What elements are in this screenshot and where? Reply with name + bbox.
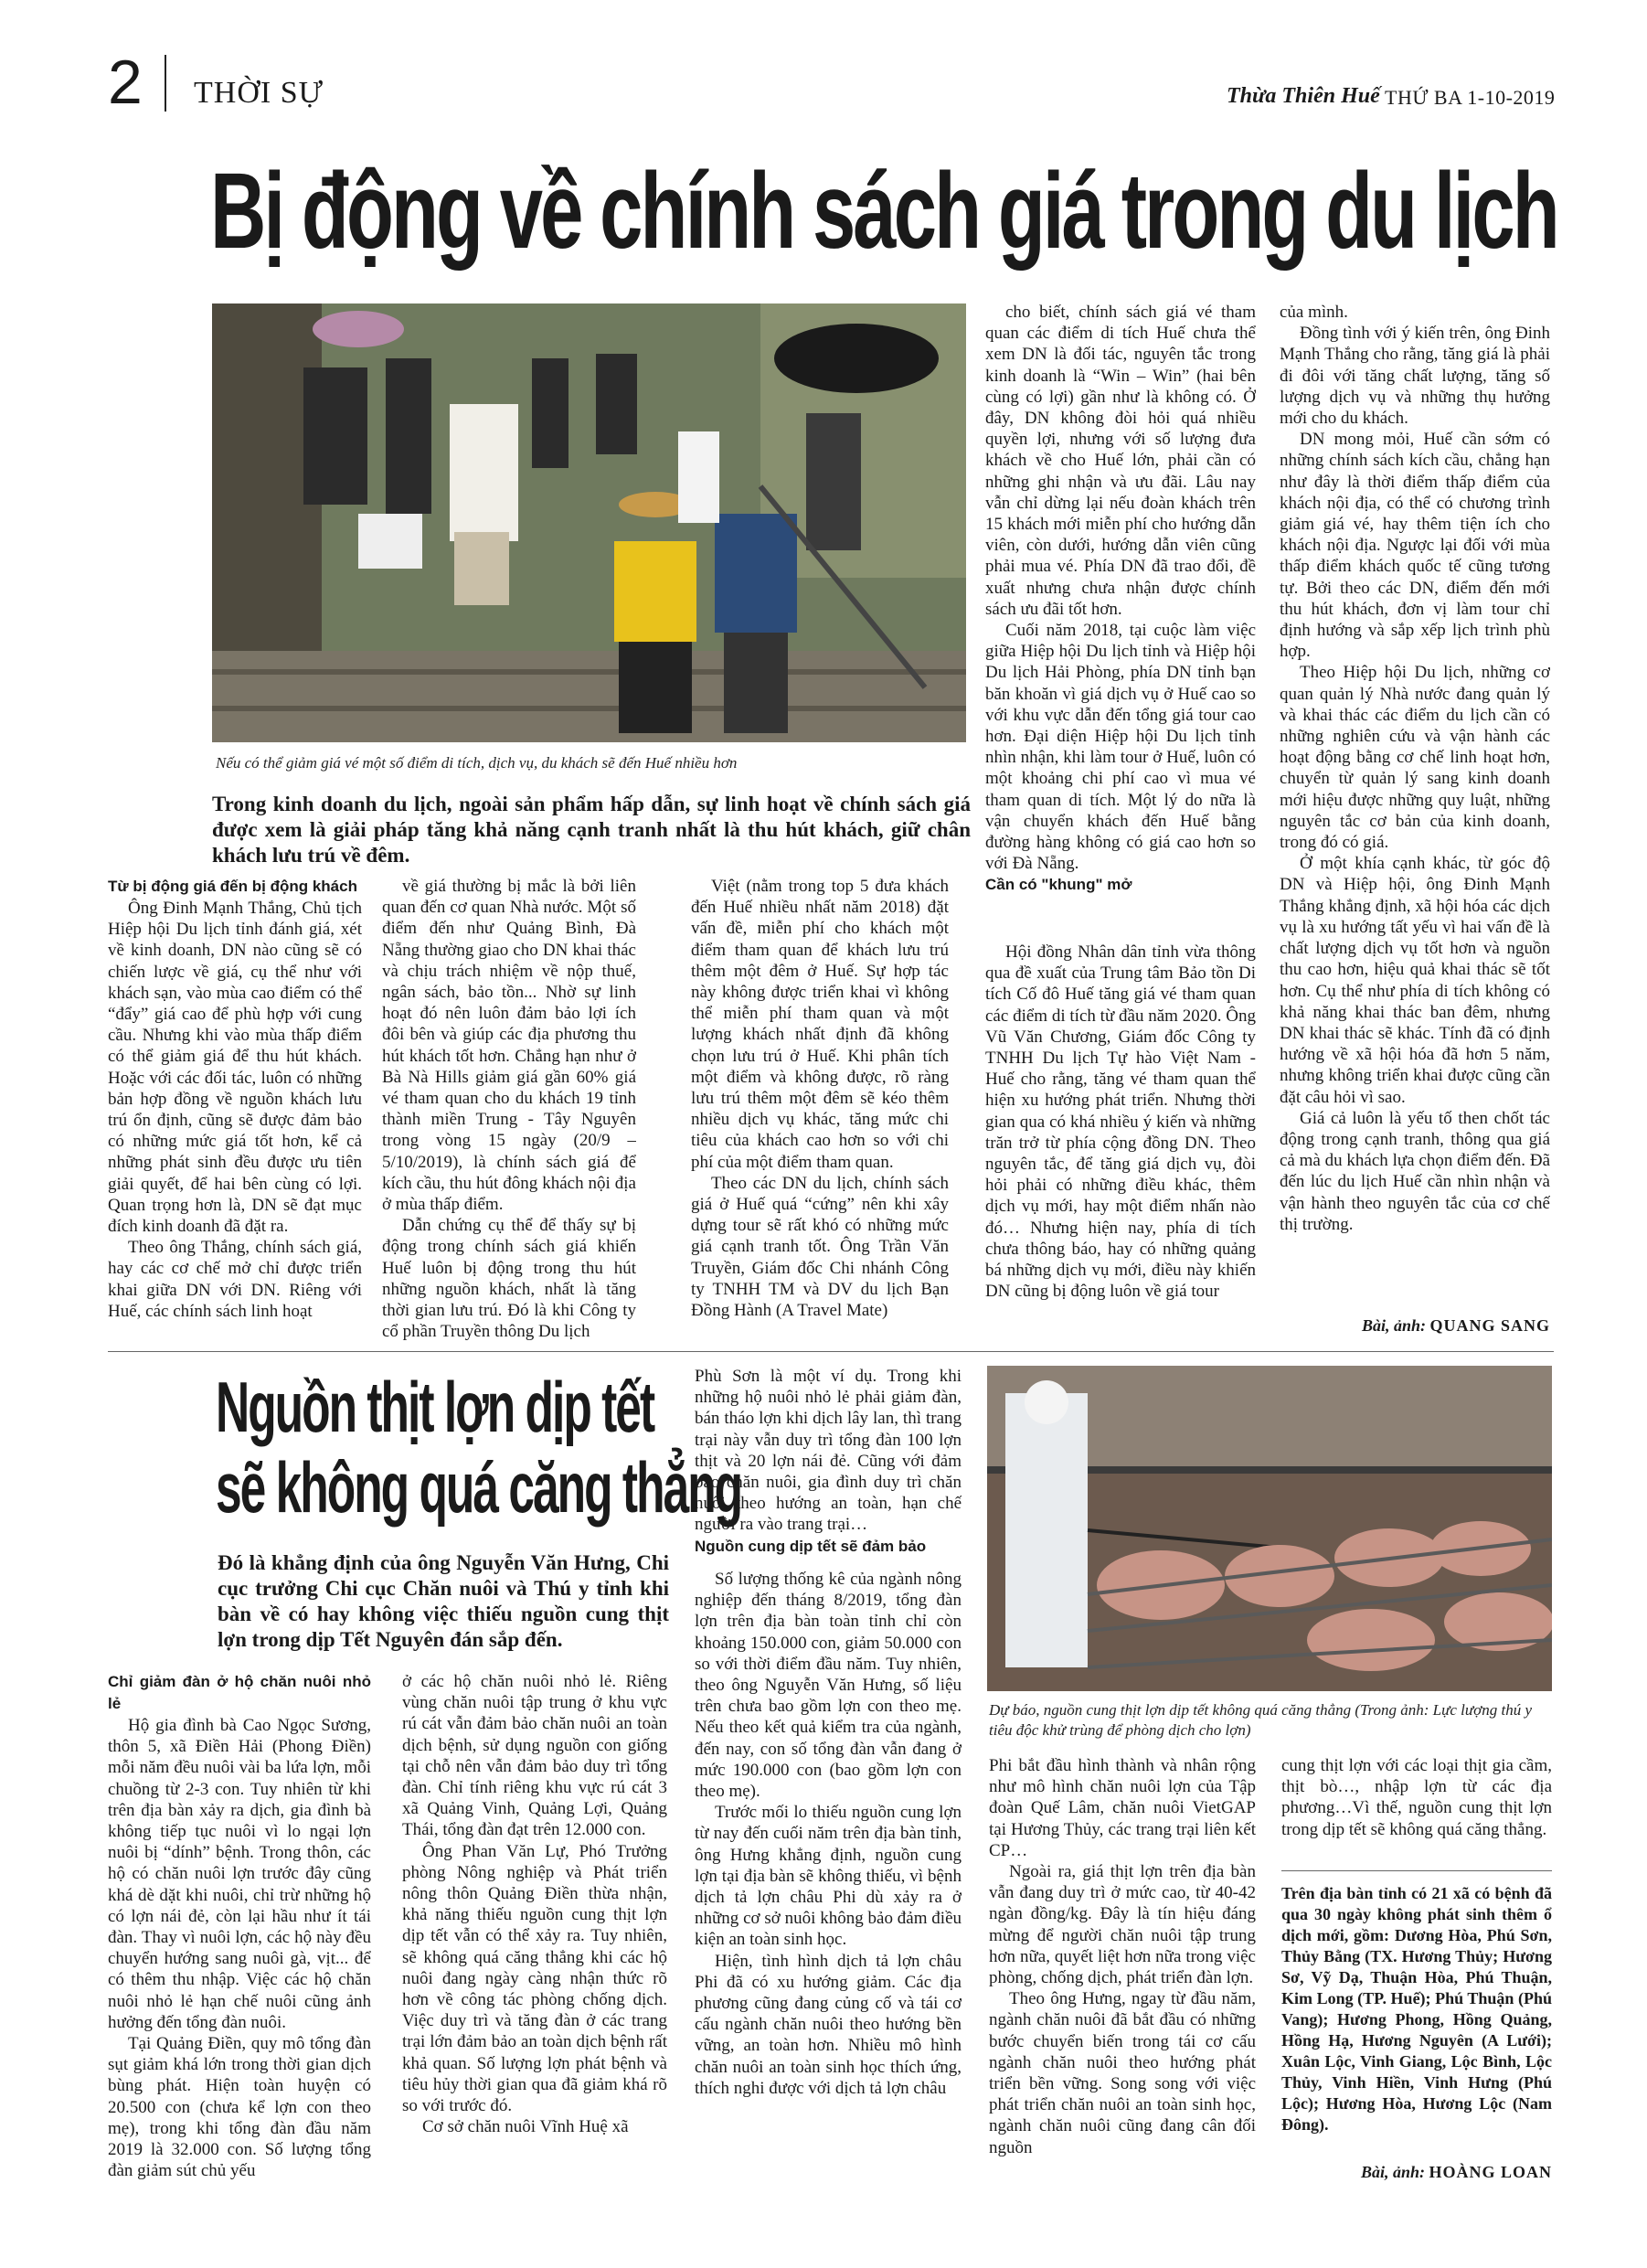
article2-col4-paragraph: Phi bắt đầu hình thành và nhân rộng như mô hình chăn nuôi lợn của Tập đoàn Quế Lâm, chăn nuôi VietGAP tại Hương Thủy, các trang trại liên kết CP… (989, 1756, 1256, 1860)
article2-column-1 (108, 1671, 371, 2192)
article1-column-4 (985, 302, 1256, 918)
article1-byline-prefix: Bài, ảnh: (1361, 1316, 1426, 1335)
article2-byline (1281, 2163, 1552, 2182)
article2-col3-paragraph: Trước mối lo thiếu nguồn cung lợn từ nay đến cuối năm trên địa bàn tỉnh, ông Hưng khẳng định, nguồn cung lợn tại địa bàn sẽ không thiếu, vì bệnh dịch tả lợn châu Phi dù xảy ra ở những cơ sở nuôi không bảo đảm điều kiện an toàn sinh học. (695, 1803, 962, 1950)
article2-subhead-1: Chỉ giảm đàn ở hộ chăn nuôi nhỏ lẻ (108, 1673, 371, 1712)
article2-column-3 (695, 1366, 962, 1563)
article2-col2-paragraph: Cơ sở chăn nuôi Vĩnh Huệ xã (422, 2117, 629, 2137)
article1-col4-paragraph: Cuối năm 2018, tại cuộc làm việc giữa Hiệp hội Du lịch tỉnh và Hiệp hội Du lịch Hải Phòng, phía DN tỉnh bạn băn khoăn vì giá dịch vụ ở Huế cao so với khu vực dẫn đến tổng giá tour cao hơn. Đại diện Hiệp hội Du lịch tỉnh nhìn nhận, khi làm tour ở Huế, luôn có một khoảng chi phí cao vì mua vé tham quan di tích. Một lý do nữa là vận chuyển khách đến Huế bằng đường hàng không có giá cao hơn so với Đà Nẵng. (985, 621, 1256, 874)
page-number: 2 (108, 48, 143, 117)
article1-column-2 (382, 876, 636, 1340)
article2-photo-caption: Dự báo, nguồn cung thịt lợn dịp tết không quá căng thẳng (Trong ảnh: Lực lượng thú y tiêu độc khử trùng để phòng dịch cho lợn) (989, 1701, 1533, 1739)
article1-col5-paragraph: DN mong mỏi, Huế cần sớm có những chính sách kích cầu, chẳng hạn như đây là thời điểm thấp điểm của khách nội địa, có thể có chương trình giảm giá vé, hay thêm tiện ích cho khách nội địa. Ngược lại đối với mùa thấp điểm khách quốc tế cũng tương tự. Bởi theo các DN, điểm đến mới thu hút khách, đơn vị làm tour chỉ định hướng và sắp xếp lịch trình phù hợp. (1280, 430, 1550, 662)
article1-col4-paragraph: cho biết, chính sách giá vé tham quan các điểm di tích Huế chưa thể xem DN là đối tác, nguyên tắc trong kinh doanh là “Win – Win” (hai bên cùng có lợi) gần như là không có. Ở đây, DN không đòi hỏi quá nhiều quyền lợi, nhưng với số lượng đưa khách về cho Huế lớn, phải cần có những ghi nhận và ưu đãi. Lâu nay vẫn chỉ dừng lại nếu đoàn khách trên 15 khách mới miễn phí cho hướng dẫn viên, còn dưới, hướng dẫn viên cũng phải mua vé. Phía DN đã trao đổi, đề xuất nhưng chưa nhận được chính sách ưu đãi tốt hơn. (985, 303, 1256, 619)
article1-col3-paragraph: Việt (nằm trong top 5 đưa khách đến Huế nhiều nhất năm 2018) đặt vấn đề, miễn phí cho khách một điểm tham quan để khách lưu trú thêm một đêm ở Huế. Sự hợp tác này không được triển khai vì không thể miễn phí tham quan và một lượng khách nhất định đã không chọn lưu trú ở Huế. Khi phân tích một điểm và không được, rõ ràng lưu trú thêm một đêm sẽ kéo thêm nhiều dịch vụ khác, tăng mức chi tiêu của khách cao hơn so với chi phí của một điểm tham quan. (691, 877, 949, 1172)
article2-col4-paragraph: Ngoài ra, giá thịt lợn trên địa bàn vẫn đang duy trì ở mức cao, từ 40-42 ngàn đồng/kg. Đây là tín hiệu đáng mừng để người chăn nuôi tập trung hơn nữa, quyết liệt hơn nữa trong việc phòng, chống dịch, phát triển đàn lợn. (989, 1862, 1256, 1988)
article2-col2-paragraph: ở các hộ chăn nuôi nhỏ lẻ. Riêng vùng chăn nuôi tập trung ở khu vực rú cát vẫn đảm bảo chăn nuôi an toàn dịch bệnh, sử dụng nguồn con giống tại chỗ nên vẫn đảm bảo duy trì tổng đàn. Chỉ tính riêng khu vực rú cát 3 xã Quảng Vinh, Quảng Lợi, Quảng Thái, tổng đàn đạt trên 12.000 con. (402, 1672, 667, 1840)
paper-name: Thừa Thiên Huế (1227, 84, 1380, 108)
article1-col5-paragraph: của mình. (1280, 303, 1348, 322)
tourists-photo-illustration (212, 303, 966, 742)
article1-col1-paragraph: Ông Đinh Mạnh Thắng, Chủ tịch Hiệp hội Du lịch tỉnh đánh giá, xét về kinh doanh, DN nào cũng sẽ có chiến lược về giá, cụ thể như với khách sạn, vào mùa cao điểm có thể “đẩy” giá cao để phù hợp với cung cầu. Nhưng khi vào mùa thấp điểm có thể giảm giá để thu hút khách. Hoặc với các đối tác, luôn có những bản hợp đồng về nguồn khách lưu trú ổn định, cũng sẽ được đảm bảo có những mức giá tốt hơn, kể cả những phát sinh đều được ưu tiên giải quyết, để hai bên cùng có lợi. Quan trọng hơn là, DN sẽ đạt mục đích kinh doanh đã đặt ra. (108, 899, 362, 1237)
section-title: THỜI SỰ (194, 76, 324, 110)
article1-column-1 (108, 876, 362, 1340)
article1-col2-paragraph: về giá thường bị mắc là bởi liên quan đến cơ quan Nhà nước. Một số điểm đến như Quảng Bình, Đà Nẵng thường giao cho DN khai thác và chịu trách nhiệm về nộp thuế, ngân sách, bảo tồn... Nhờ sự linh hoạt đó nên luôn đảm bảo lợi ích đôi bên và giúp các địa phương thu hút khách tốt hơn. Chẳng hạn như ở Bà Nà Hills giảm giá gần 60% giá vé tham quan cho du khách 19 tỉnh thành miền Trung - Tây Nguyên trong vòng 15 ngày (20/9 – 5/10/2019), là chính sách giá để kích cầu, thu hút đông khách nội địa ở mùa thấp điểm. (382, 877, 636, 1215)
article1-byline (1280, 1316, 1550, 1336)
article2-column-5 (1281, 1755, 1552, 1865)
article1-col5-paragraph: Ở một khía cạnh khác, từ góc độ DN và Hiệp hội, ông Đinh Mạnh Thắng khẳng định, xã hội hóa các dịch vụ là xu hướng tất yếu vì hai vấn đề là chất lượng dịch vụ tốt hơn và nguồn thu cao hơn, hiệu quả khai thác sẽ tốt hơn. Cụ thể như phía di tích không có khả năng khai thác ban đêm, nhưng DN khai thác sẽ khác. Tính đã có định hướng về xã hội hóa đã hơn 5 năm, nhưng không triển khai được cũng cần đặt câu hỏi vì sao. (1280, 854, 1550, 1107)
article-separator (108, 1351, 1554, 1352)
article2-column-3-cont (695, 1569, 962, 2192)
article1-col5-paragraph: Đồng tình với ý kiến trên, ông Đinh Mạnh Thắng cho rằng, tăng giá là phải đi đôi với tăng chất lượng, tăng số lượng dịch vụ và những thụ hưởng mới cho du khách. (1280, 324, 1550, 429)
article2-col5-paragraph: cung thịt lợn với các loại thịt gia cầm, thịt bò…, nhập lợn từ các địa phương…Vì thế, nguồn cung thịt lợn trong dịp tết sẽ không quá căng thẳng. (1281, 1756, 1552, 1839)
article2-subhead-2: Nguồn cung dịp tết sẽ đảm bảo (695, 1537, 927, 1555)
article1-column-5 (1280, 302, 1550, 1316)
article2-column-2 (402, 1671, 667, 2192)
article2-col2-paragraph: Ông Phan Văn Lự, Phó Trưởng phòng Nông nghiệp và Phát triển nông thôn Quảng Điền thừa nhận, khả năng thiếu nguồn cung thịt lợn dịp tết vẫn có thể xảy ra. Tuy nhiên, sẽ không quá căng thẳng khi các hộ nuôi đang ngày càng nhận thức rõ hơn về công tác phòng chống dịch. Việc duy trì và tăng đàn ở các trang trại lớn đảm bảo an toàn dịch bệnh rất khả quan. Số lượng lợn phát bệnh và tiêu hủy thời gian qua đã giảm khá rõ so với trước đó. (402, 1841, 667, 2116)
article2-col3-paragraph: Phù Sơn là một ví dụ. Trong khi những hộ nuôi nhỏ lẻ phải giảm đàn, bán tháo lợn khi dịch lây lan, thì trang trại này vẫn duy trì tổng đàn 100 lợn thịt và 20 lợn nái đẻ. Cũng với đảm bảo chăn nuôi, gia đình duy trì chăn nuôi theo hướng an toàn, hạn chế người ra vào trang trại… (695, 1367, 962, 1535)
pig-farm-photo-illustration (987, 1366, 1552, 1691)
article1-subhead-1: Từ bị động giá đến bị động khách (108, 878, 357, 895)
article2-column-4 (989, 1755, 1256, 2192)
article1-column-4-cont (985, 942, 1256, 1344)
outbreak-box-note: Trên địa bàn tỉnh có 21 xã có bệnh đã qua 30 ngày không phát sinh thêm ổ dịch mới, gồm: Dương Hòa, Phú Sơn, Thủy Bằng (TX. Hương Thủy; Hương Sơ, Vỹ Dạ, Thuận Hòa, Phú Thuận, Kim Long (TP. Huế); Phú Thuận (Phú Vang); Hương Phong, Hồng Quảng, Hồng Hạ, Hương Nguyên (A Lưới); Xuân Lộc, Vinh Giang, Lộc Bình, Lộc Thủy, Vinh Hiền, Vinh Hưng (Phú Lộc); Hương Hòa, Hương Lộc (Nam Đông). (1281, 1884, 1552, 2134)
article2-photo (987, 1366, 1552, 1691)
article2-col1-paragraph: Tại Quảng Điền, quy mô tổng đàn sụt giảm khá lớn trong thời gian dịch bùng phát. Hiện toàn huyện có 20.500 con (chưa kể lợn con theo mẹ), trong khi tổng đàn đầu năm 2019 là 32.000 con. Số lượng tổng đàn giảm sút chủ yếu (108, 2034, 371, 2181)
article2-byline-author: HOÀNG LOAN (1429, 2163, 1552, 2181)
box-note-rule (1281, 1870, 1552, 1871)
article1-col1-paragraph: Theo ông Thắng, chính sách giá, hay các cơ chế mở chỉ được triển khai giữa DN với DN. Riêng với Huế, các chính sách linh hoạt (108, 1238, 362, 1321)
article1-photo-caption: Nếu có thể giảm giá vé một số điểm di tích, dịch vụ, du khách sẽ đến Huế nhiều hơn (216, 754, 738, 772)
article1-col3-paragraph: Theo các DN du lịch, chính sách giá ở Huế quá “cứng” nên khi xây dựng tour sẽ rất khó có những mức giá cạnh tranh tốt. Ông Trần Văn Truyền, Giám đốc Chi nhánh Công ty TNHH TM và DV du lịch Bạn Đồng Hành (A Travel Mate) (691, 1173, 949, 1321)
article2-col1-paragraph: Hộ gia đình bà Cao Ngọc Sương, thôn 5, xã Điền Hải (Phong Điền) mỗi năm đều nuôi vài ba lứa lợn, mỗi chuồng từ 2-3 con. Tuy nhiên từ khi trên địa bàn xảy ra dịch, gia đình bà không tiếp tục nuôi vì lo ngại lợn nuôi bị “dính” bệnh. Trong thôn, các hộ có chăn nuôi lợn trước đây cũng khá dè dặt khi nuôi, chỉ trừ những hộ có lợn nái đẻ, còn lại hầu như ít tái đàn. Thay vì nuôi lợn, các hộ này đều chuyển hướng sang nuôi gà, vịt... để có thêm thu nhập. Việc các hộ chăn nuôi nhỏ lẻ hạn chế nuôi cũng ảnh hưởng đến tổng đàn nuôi. (108, 1716, 371, 2032)
article1-col4-paragraph: Hội đồng Nhân dân tỉnh vừa thông qua đề xuất của Trung tâm Bảo tồn Di tích Cố đô Huế tăng giá vé tham quan các điểm di tích từ đầu năm 2020. Ông Vũ Văn Chương, Giám đốc Công ty TNHH Du lịch Tự hào Việt Nam - Huế cho rằng, tăng vé tham quan thể hiện xu hướng phát triển. Nhưng thời gian qua có khá nhiều ý kiến và những trăn trở từ phía cộng đồng DN. Theo nguyên tắc, để tăng giá dịch vụ, đòi hỏi phải có những điều khác, thêm dịch vụ mới, hay một điểm nhấn nào đó… Nhưng hiện nay, phía di tích chưa thông báo, hay có những quảng bá những dịch vụ mới, điều này khiến DN cũng bị động luôn về giá tour (985, 942, 1256, 1302)
article2-col3-paragraph: Hiện, tình hình dịch tả lợn châu Phi đã có xu hướng giảm. Các địa phương cũng đang củng cố và tái cơ cấu ngành chăn nuôi theo hướng bền vững, an toàn hơn. Nhiều mô hình chăn nuôi an toàn sinh học thích ứng, thích nghi được với dịch tả lợn châu (695, 1951, 962, 2098)
header-divider (165, 55, 166, 112)
issue-date: THỨ BA 1-10-2019 (1385, 86, 1556, 109)
article1-headline: Bị động về chính sách giá trong du lịch (210, 151, 1557, 272)
article2-headline-line-1: Nguồn thịt lợn dịp tết (216, 1367, 654, 1447)
article1-col2-paragraph: Dẫn chứng cụ thể để thấy sự bị động trong chính sách giá khiến Huế luôn bị động trong thu hút những nguồn khách, nhất là tăng thời gian lưu trú. Đó là khi Công ty cổ phần Truyền thông Du lịch (382, 1216, 636, 1340)
article1-photo (212, 303, 966, 742)
article1-col5-paragraph: Theo Hiệp hội Du lịch, những cơ quan quản lý Nhà nước đang quản lý và khai thác các điểm du lịch cần có những nghiên cứu và vận hành các hoạt động bằng cơ chế linh hoạt hơn, chuyển từ quản lý sang kinh doanh mới hiệu được những quy luật, những nguyên tắc cơ bản của kinh doanh, trong đó có giá. (1280, 663, 1550, 853)
article1-col5-paragraph: Giá cả luôn là yếu tố then chốt tác động trong cạnh tranh, thông qua giá cả mà du khách lựa chọn điểm đến. Đã đến lúc du lịch Huế cần nhìn nhận và vận hành theo nguyên tắc của cơ chế thị trường. (1280, 1108, 1550, 1234)
article2-col4-paragraph: Theo ông Hưng, ngay từ đầu năm, ngành chăn nuôi đã bắt đầu có những bước chuyển biến trong tái cơ cấu ngành chăn nuôi theo hướng phát triển bền vững. Song song với việc phát triển chăn nuôi an toàn sinh học, ngành chăn nuôi cũng đang cân đối nguồn (989, 1989, 1256, 2157)
article2-col3-paragraph: Số lượng thống kê của ngành nông nghiệp đến tháng 8/2019, tổng đàn lợn trên địa bàn toàn tỉnh chỉ còn khoảng 150.000 con, giảm 50.000 con so với thời điểm đầu năm. Tuy nhiên, theo ông Nguyễn Văn Hưng, số liệu trên chưa bao gồm lợn con theo mẹ. Nếu theo kết quả kiểm tra của ngành, đến nay, con số tổng đàn vẫn đang ở mức 190.000 con (bao gồm lợn con theo mẹ). (695, 1570, 962, 1802)
article1-lead: Trong kinh doanh du lịch, ngoài sản phẩm hấp dẫn, sự linh hoạt về chính sách giá được xem là giải pháp tăng khả năng cạnh tranh nhất là thu hút khách, giữ chân khách lưu trú về đêm. (212, 793, 971, 867)
article1-column-3 (691, 876, 949, 1340)
article2-headline-line-2: sẽ không quá căng thẳng (216, 1447, 742, 1528)
article2-lead: Đó là khẳng định của ông Nguyễn Văn Hưng, Chi cục trưởng Chi cục Chăn nuôi và Thú y tỉnh khi bàn về có hay không việc thiếu nguồn cung thịt lợn trong dịp Tết Nguyên đán sắp đến. (218, 1551, 669, 1651)
article1-byline-author: QUANG SANG (1429, 1316, 1550, 1335)
article1-subhead-2: Cần có "khung" mở (985, 876, 1132, 894)
article2-byline-prefix: Bài, ảnh: (1360, 2163, 1425, 2181)
